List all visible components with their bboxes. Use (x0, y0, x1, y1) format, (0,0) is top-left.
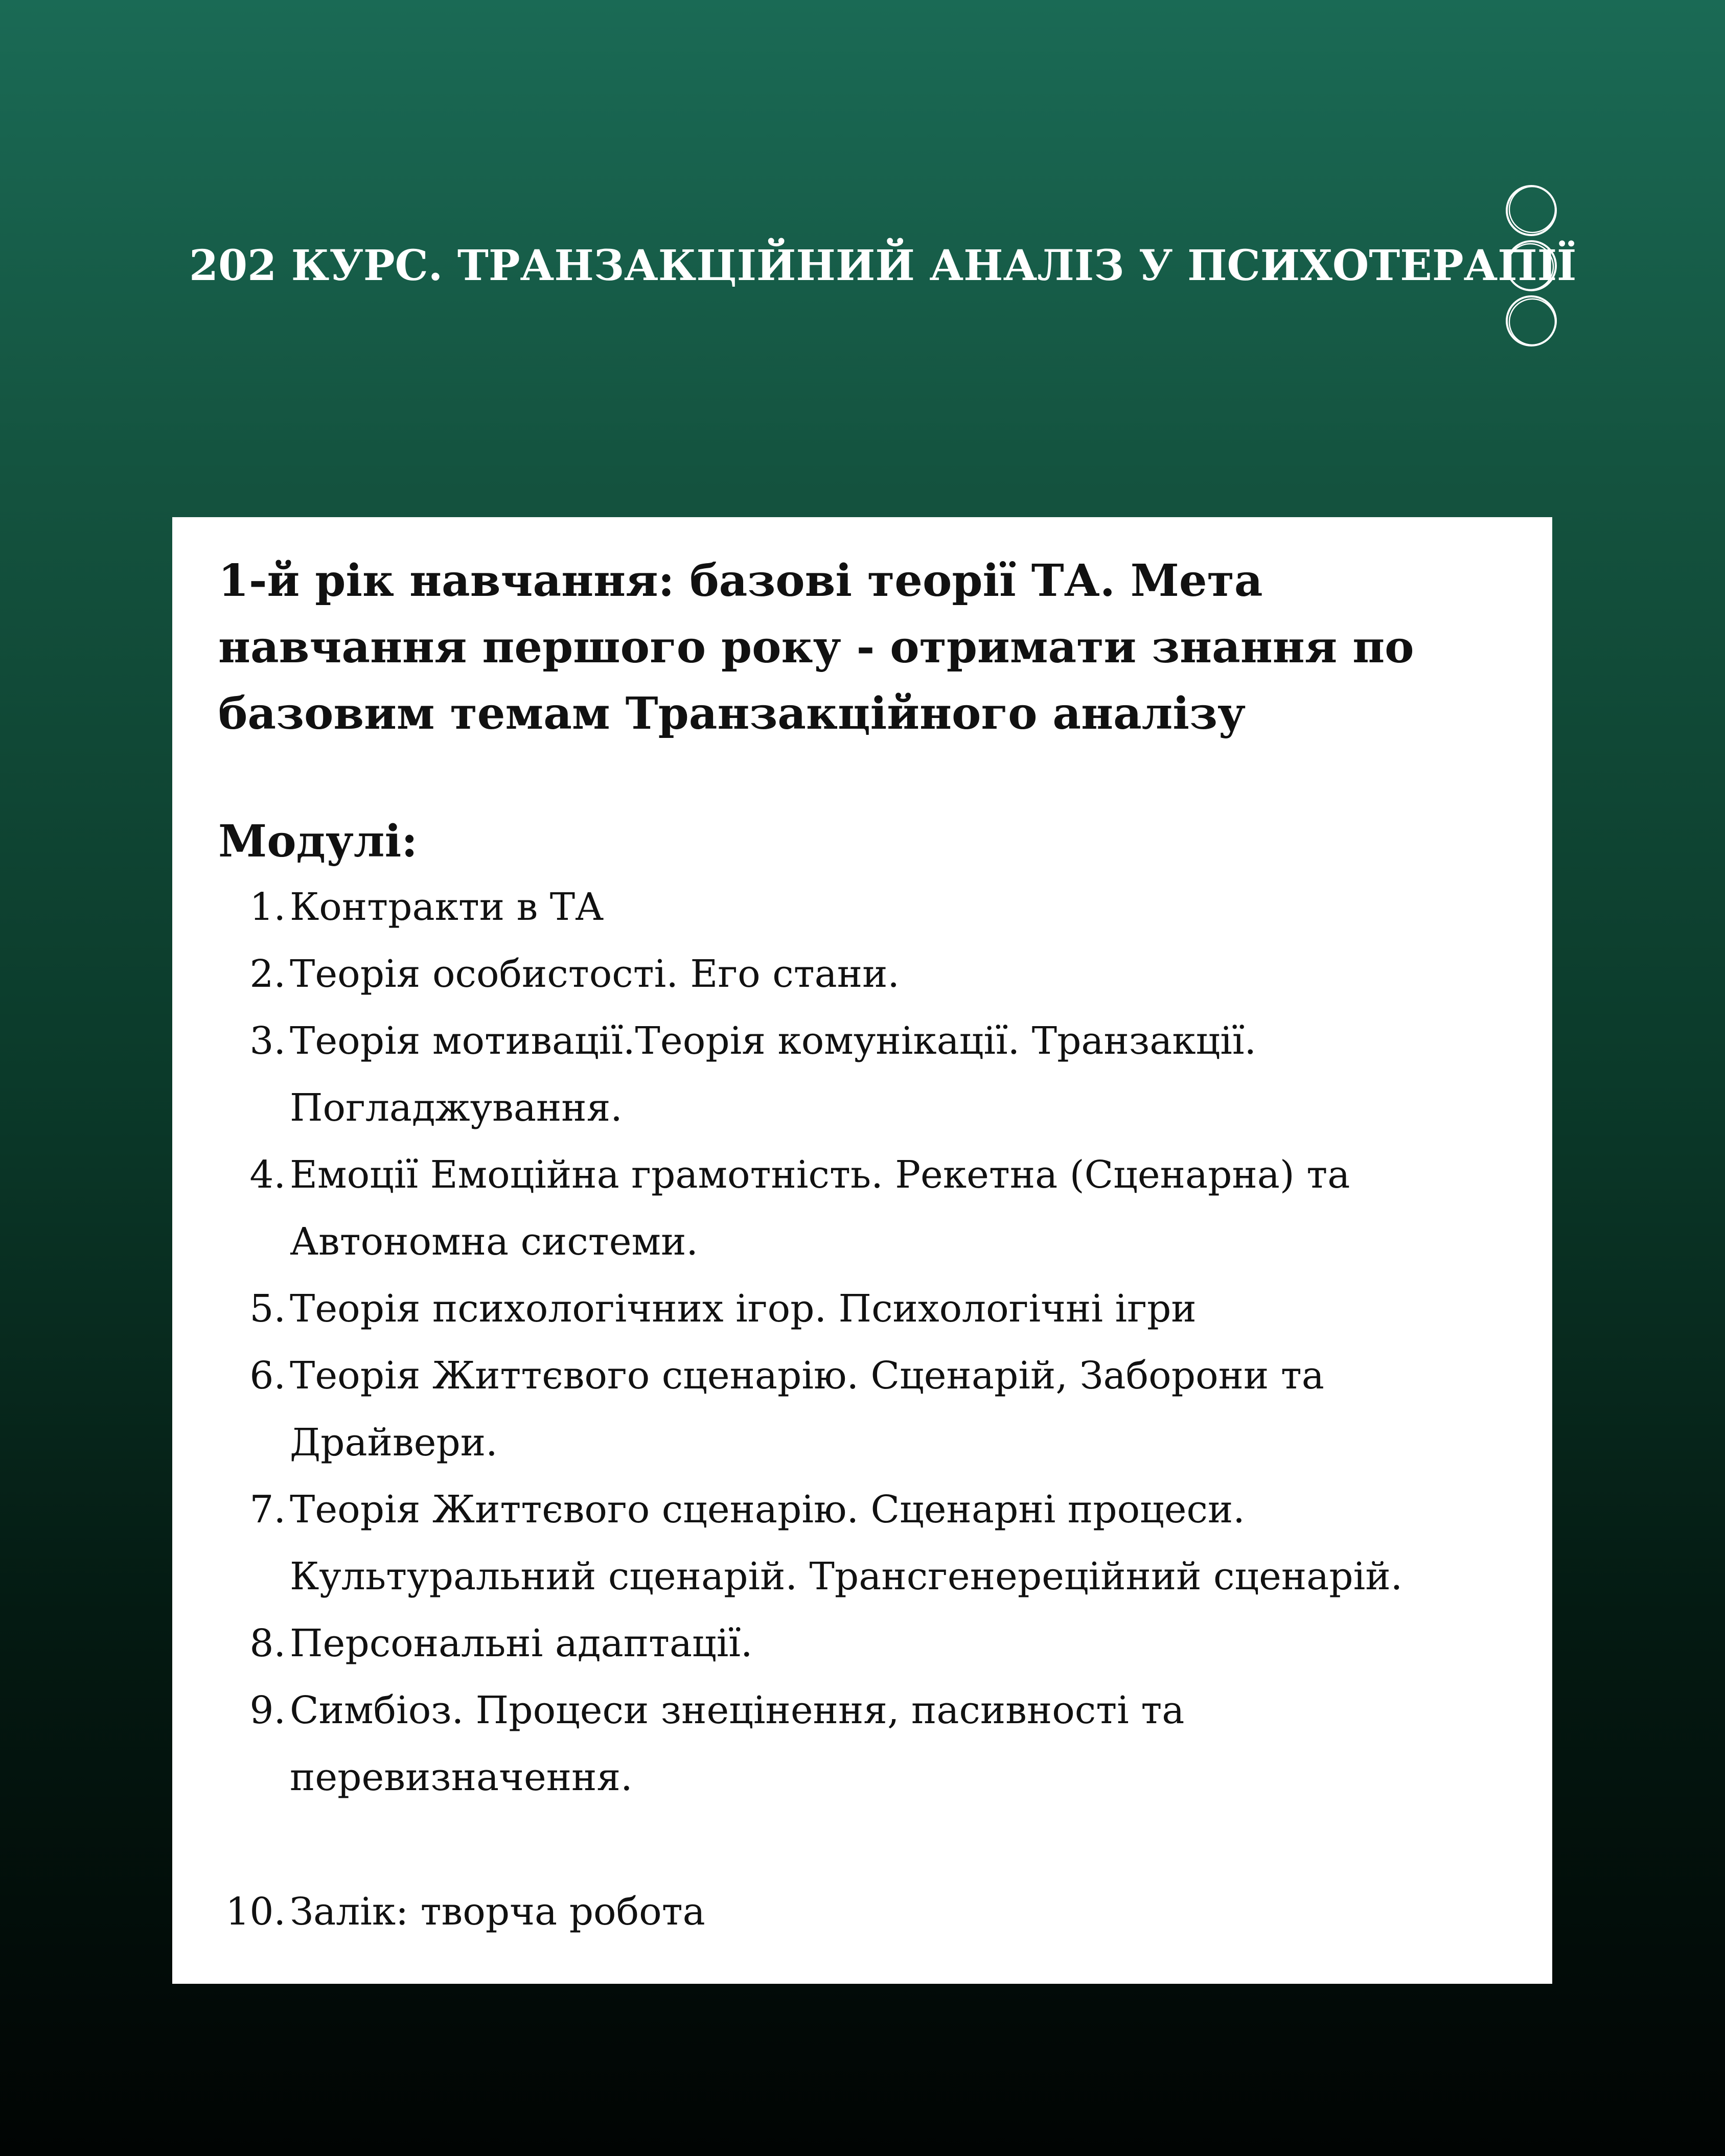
module-text: Симбіоз. Процеси знецінення, пасивності та перевизначення. (290, 1688, 1185, 1799)
module-text: Персональні адаптації. (290, 1621, 753, 1665)
module-text: Залік: творча робота (290, 1890, 705, 1934)
course-intro: 1-й рік навчання: базові теорії ТА. Мета навчання першого року - отримати знання по базовим темам Транзакційного аналізу (218, 555, 1414, 739)
modules-heading: Модулі: (218, 816, 418, 867)
module-text: Теорія психологічних ігор. Психологічні ігри (290, 1287, 1197, 1331)
module-number: 8. (249, 1621, 286, 1665)
triple-circle-logo-icon (1501, 180, 1562, 354)
module-number: 4. (249, 1153, 286, 1197)
course-card (172, 517, 1552, 1984)
module-text: Контракти в ТА (290, 885, 604, 929)
module-text: Теорія Життєвого сценарію. Сценарні процеси. Культуральний сценарій. Трансгенереційний сценарій. (290, 1488, 1403, 1598)
module-list (172, 517, 1552, 1984)
module-number: 10. (225, 1890, 286, 1934)
module-number: 1. (249, 885, 286, 929)
module-text: Емоції Емоційна грамотність. Рекетна (Сценарна) та Автономна системи. (290, 1153, 1350, 1264)
module-number: 3. (249, 1019, 286, 1063)
module-number: 9. (249, 1688, 286, 1732)
module-number: 7. (249, 1488, 286, 1532)
module-text: Теорія Життєвого сценарію. Сценарій, Заборони та Драйвери. (290, 1354, 1324, 1465)
module-number: 6. (249, 1354, 286, 1398)
module-number: 2. (249, 952, 286, 996)
page-title: 202 КУРС. ТРАНЗАКЦІЙНИЙ АНАЛІЗ У ПСИХОТЕРАПІЇ (189, 241, 1577, 290)
module-text: Теорія мотивації.Теорія комунікації. Транзакції. Погладжування. (290, 1019, 1257, 1130)
module-number: 5. (249, 1287, 286, 1331)
module-text: Теорія особистості. Его стани. (290, 952, 900, 996)
